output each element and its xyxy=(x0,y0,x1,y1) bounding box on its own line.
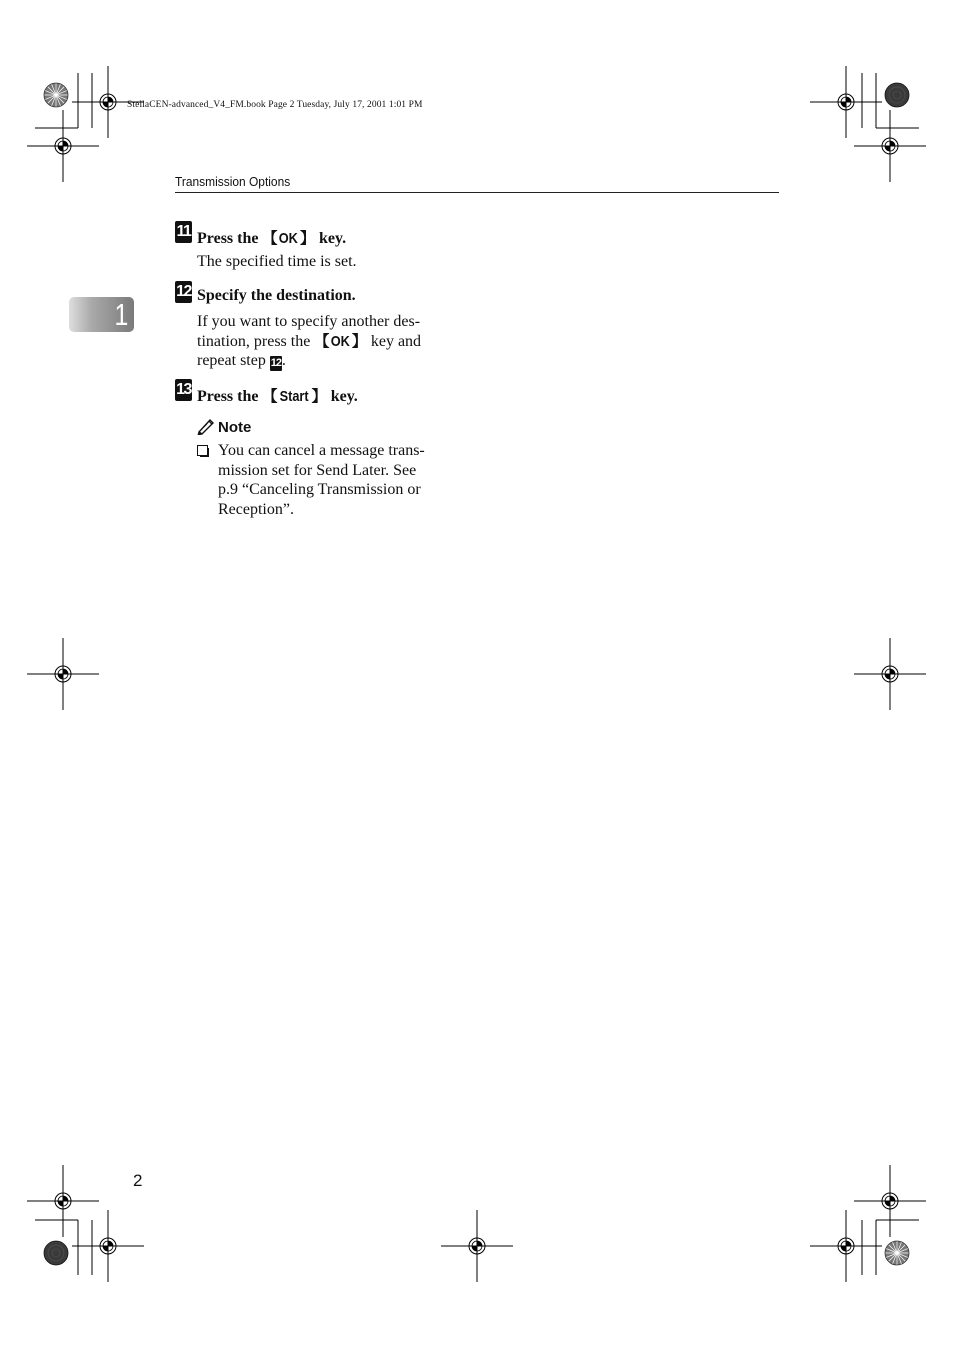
step-title xyxy=(197,385,358,406)
body-line xyxy=(197,332,460,352)
body-text-run: tination, press the xyxy=(197,332,315,350)
step-title-text: key. xyxy=(326,388,358,405)
checkbox-bullet xyxy=(197,445,208,456)
step-title-text: key. xyxy=(315,230,347,247)
step-body xyxy=(197,312,460,371)
page-number: 2 xyxy=(133,1171,143,1190)
note-line: Reception”. xyxy=(218,500,294,518)
ok-key-name: OK xyxy=(279,230,299,247)
body-line: If you want to specify another des- xyxy=(197,313,421,330)
step-title-text: Press the xyxy=(197,388,263,405)
key-label xyxy=(314,333,367,350)
note-line: mission set for Send Later. See xyxy=(218,461,417,479)
body-line xyxy=(197,351,460,371)
note-item xyxy=(218,441,460,519)
ok-key-name: OK xyxy=(331,332,351,350)
step-number-badge: 12 xyxy=(175,281,192,303)
note-label: Note xyxy=(218,419,252,436)
chapter-number: 1 xyxy=(114,297,128,332)
bracket-close: 】 xyxy=(311,388,327,405)
chapter-tab xyxy=(69,297,134,332)
running-head: Transmission Options xyxy=(175,174,291,189)
pencil-icon xyxy=(196,417,216,435)
step-number-badge: 13 xyxy=(175,379,192,401)
step-title xyxy=(197,227,346,248)
step-body: The specified time is set. xyxy=(197,253,357,270)
body-text-run: key and xyxy=(366,332,422,350)
step-title-text: Press the xyxy=(197,230,263,247)
step-number-badge: 11 xyxy=(175,221,192,243)
bracket-close: 】 xyxy=(351,332,367,350)
key-label xyxy=(262,388,326,405)
step-reference-badge: 12 xyxy=(270,357,281,369)
note-line: p.9 “Canceling Transmission or xyxy=(218,481,421,498)
bracket-open: 【 xyxy=(314,332,330,350)
bracket-open: 【 xyxy=(262,388,278,405)
bracket-open: 【 xyxy=(262,230,278,247)
note-line: You can cancel a message trans- xyxy=(218,442,425,459)
body-text-run: . xyxy=(281,352,286,369)
step-title: Specify the destination. xyxy=(197,287,356,304)
key-label xyxy=(262,230,315,247)
bracket-close: 】 xyxy=(299,230,315,247)
header-rule xyxy=(175,192,779,193)
body-text-run: repeat step xyxy=(197,352,270,369)
file-header: StellaCEN-advanced_V4_FM.book Page 2 Tuesday, July 17, 2001 1:01 PM xyxy=(127,100,423,110)
start-key-name: Start xyxy=(280,388,310,405)
